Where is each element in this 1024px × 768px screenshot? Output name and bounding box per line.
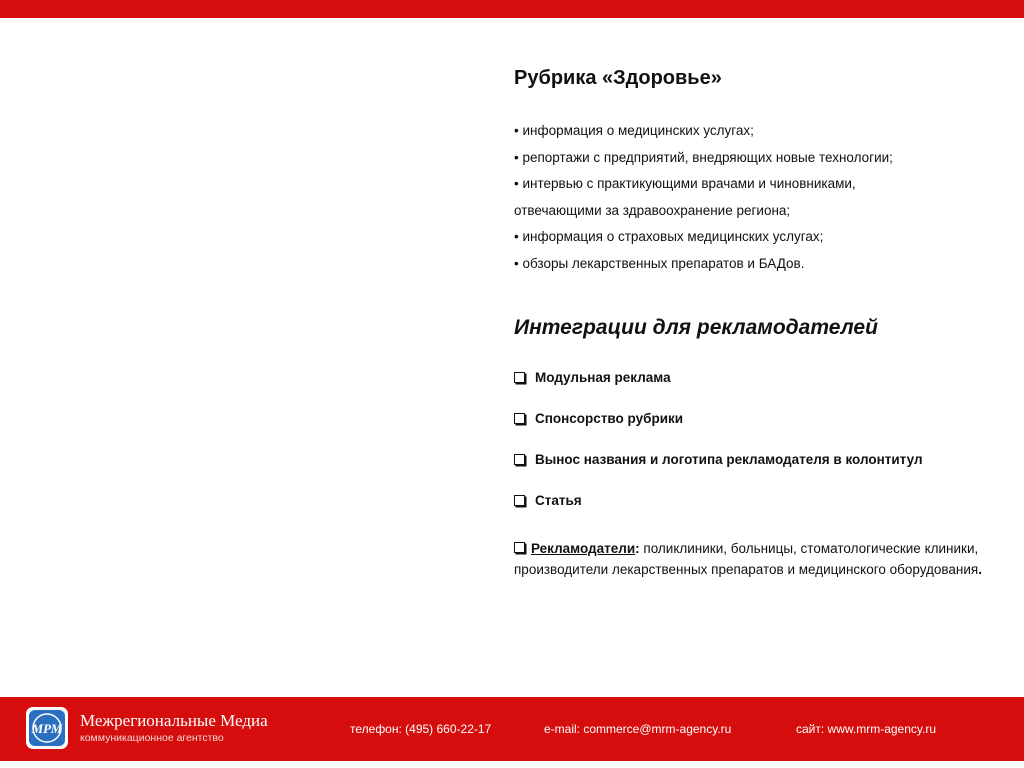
advertisers-colon: : — [635, 541, 640, 556]
top-accent-bar — [0, 0, 1024, 18]
advertisers-end: . — [978, 561, 982, 577]
bullet-item: • обзоры лекарственных препаратов и БАДов. — [514, 255, 805, 271]
option-label: Вынос названия и логотипа рекламодателя в колонтитул — [535, 451, 923, 467]
option-article — [514, 480, 1014, 521]
contact-phone: телефон: (495) 660-22-17 — [350, 722, 492, 736]
checkbox-square-icon — [514, 542, 525, 553]
footer-bar — [0, 697, 1024, 761]
section-title-health: Рубрика «Здоровье» — [514, 67, 722, 89]
brand-name: Межрегиональные Медиа — [80, 711, 268, 730]
checkbox-square-icon — [514, 413, 525, 424]
bullet-item: • интервью с практикующими врачами и чиновниками, — [514, 176, 856, 191]
advertisers-label: Рекламодатели — [531, 541, 636, 556]
main-content — [514, 64, 1014, 580]
brand-tagline: коммуникационное агентство — [80, 732, 224, 744]
health-bullet-list — [514, 118, 1014, 277]
bottom-strip — [0, 761, 1024, 768]
bullet-item-continuation: отвечающими за здравоохранение региона; — [514, 202, 791, 218]
checkbox-square-icon — [514, 372, 525, 383]
bullet-item: • информация о страховых медицинских услугах; — [514, 229, 824, 244]
option-label: Статья — [535, 492, 582, 508]
option-modular-ad — [514, 357, 1014, 398]
logo-text: МРМ — [31, 721, 63, 736]
section-title-integrations: Интеграции для рекламодателей — [514, 316, 878, 339]
checkbox-square-icon — [514, 495, 525, 506]
contact-site[interactable]: сайт: www.mrm-agency.ru — [796, 722, 937, 736]
bullet-item: • информация о медицинских услугах; — [514, 123, 754, 138]
option-header-placement — [514, 439, 1014, 480]
advertisers-text: поликлиники, больницы, стоматологические клиники, производители лекарственных препаратов и медицинского оборудования — [514, 541, 979, 577]
integration-options-list — [514, 357, 1014, 521]
option-label: Модульная реклама — [535, 369, 671, 385]
mrm-logo-icon — [25, 706, 69, 750]
advertisers-paragraph — [514, 539, 984, 580]
option-sponsorship — [514, 398, 1014, 439]
contact-email[interactable]: e-mail: commerce@mrm-agency.ru — [544, 722, 732, 736]
option-label: Спонсорство рубрики — [535, 410, 684, 426]
bullet-item: • репортажи с предприятий, внедряющих новые технологии; — [514, 149, 893, 165]
checkbox-square-icon — [514, 454, 525, 465]
